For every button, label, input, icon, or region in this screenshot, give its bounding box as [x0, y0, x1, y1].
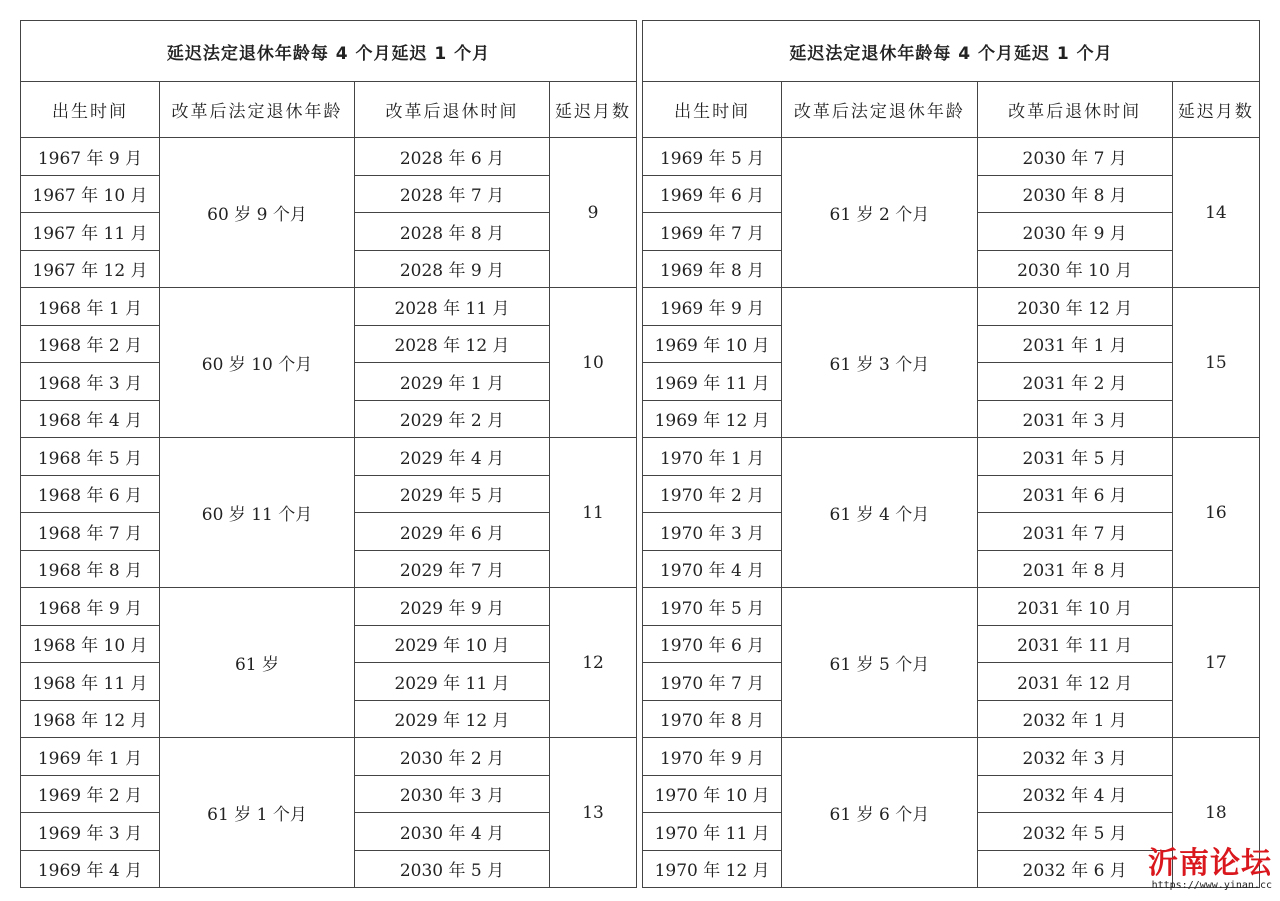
birth-date-cell: 1969 年 4 月: [21, 850, 160, 888]
retirement-date-cell: 2029 年 12 月: [355, 700, 550, 738]
retirement-date-cell: 2030 年 10 月: [977, 250, 1172, 288]
birth-date-cell: 1968 年 9 月: [21, 588, 160, 626]
birth-date-cell: 1970 年 5 月: [643, 588, 782, 626]
birth-date-cell: 1968 年 4 月: [21, 400, 160, 438]
birth-date-cell: 1969 年 11 月: [643, 363, 782, 401]
birth-date-cell: 1968 年 6 月: [21, 475, 160, 513]
retirement-date-cell: 2031 年 1 月: [977, 325, 1172, 363]
retirement-age-cell: 61 岁 3 个月: [782, 288, 977, 438]
table-row: [21, 738, 637, 776]
birth-date-cell: 1969 年 2 月: [21, 775, 160, 813]
delay-months-header: 延迟月数: [550, 82, 637, 138]
birth-date-cell: 1970 年 2 月: [643, 475, 782, 513]
retirement-date-cell: 2030 年 12 月: [977, 288, 1172, 326]
header-row: [21, 82, 637, 138]
retirement-date-cell: 2029 年 5 月: [355, 475, 550, 513]
retirement-date-cell: 2031 年 7 月: [977, 513, 1172, 551]
retirement-date-cell: 2031 年 2 月: [977, 363, 1172, 401]
retirement-date-cell: 2031 年 3 月: [977, 400, 1172, 438]
birth-date-cell: 1968 年 2 月: [21, 325, 160, 363]
retirement-date-cell: 2029 年 10 月: [355, 625, 550, 663]
birth-date-cell: 1970 年 6 月: [643, 625, 782, 663]
birth-date-cell: 1968 年 1 月: [21, 288, 160, 326]
retirement-age-cell: 60 岁 10 个月: [160, 288, 355, 438]
birth-date-cell: 1969 年 7 月: [643, 213, 782, 251]
retirement-age-cell: 61 岁 2 个月: [782, 138, 977, 288]
title-row: [643, 21, 1260, 82]
birth-date-cell: 1969 年 10 月: [643, 325, 782, 363]
retirement-date-cell: 2030 年 4 月: [355, 813, 550, 851]
delay-months-cell: 16: [1172, 438, 1259, 588]
title-row: [21, 21, 637, 82]
retirement-date-cell: 2028 年 6 月: [355, 138, 550, 176]
watermark-text: 沂南论坛: [1148, 846, 1272, 881]
retirement-age-cell: 61 岁 4 个月: [782, 438, 977, 588]
birth-date-cell: 1968 年 11 月: [21, 663, 160, 701]
table-row: [21, 588, 637, 626]
birth-date-cell: 1968 年 5 月: [21, 438, 160, 476]
birth-date-cell: 1970 年 4 月: [643, 550, 782, 588]
retirement-date-cell: 2029 年 11 月: [355, 663, 550, 701]
birth-date-cell: 1969 年 3 月: [21, 813, 160, 851]
retirement-age-cell: 60 岁 11 个月: [160, 438, 355, 588]
retirement-date-cell: 2029 年 2 月: [355, 400, 550, 438]
retirement-date-cell: 2031 年 6 月: [977, 475, 1172, 513]
table-row: [643, 588, 1260, 626]
retirement-age-header: 改革后法定退休年龄: [782, 82, 977, 138]
birth-date-cell: 1970 年 9 月: [643, 738, 782, 776]
tables-container: [20, 20, 1260, 886]
table-row: [643, 138, 1260, 176]
birth-date-cell: 1969 年 9 月: [643, 288, 782, 326]
retirement-date-cell: 2032 年 1 月: [977, 700, 1172, 738]
birth-date-cell: 1968 年 3 月: [21, 363, 160, 401]
retirement-date-cell: 2028 年 8 月: [355, 213, 550, 251]
retirement-date-cell: 2032 年 5 月: [977, 813, 1172, 851]
retirement-date-cell: 2030 年 2 月: [355, 738, 550, 776]
delay-months-cell: 12: [550, 588, 637, 738]
birth-date-cell: 1969 年 6 月: [643, 175, 782, 213]
retirement-date-cell: 2029 年 6 月: [355, 513, 550, 551]
retirement-age-cell: 60 岁 9 个月: [160, 138, 355, 288]
retirement-date-cell: 2031 年 5 月: [977, 438, 1172, 476]
birth-date-cell: 1969 年 1 月: [21, 738, 160, 776]
retirement-date-cell: 2028 年 9 月: [355, 250, 550, 288]
birth-date-cell: 1968 年 10 月: [21, 625, 160, 663]
retirement-age-cell: 61 岁 6 个月: [782, 738, 977, 888]
retirement-date-cell: 2029 年 7 月: [355, 550, 550, 588]
delay-months-cell: 9: [550, 138, 637, 288]
birth-date-cell: 1968 年 7 月: [21, 513, 160, 551]
birth-date-header: 出生时间: [643, 82, 782, 138]
retirement-date-cell: 2029 年 4 月: [355, 438, 550, 476]
retirement-date-header: 改革后退休时间: [355, 82, 550, 138]
table-row: [643, 438, 1260, 476]
forum-watermark-logo: [1148, 848, 1272, 891]
retirement-date-cell: 2031 年 8 月: [977, 550, 1172, 588]
birth-date-cell: 1970 年 7 月: [643, 663, 782, 701]
retirement-date-cell: 2031 年 10 月: [977, 588, 1172, 626]
retirement-age-header: 改革后法定退休年龄: [160, 82, 355, 138]
birth-date-cell: 1968 年 12 月: [21, 700, 160, 738]
retirement-date-cell: 2032 年 6 月: [977, 850, 1172, 888]
retirement-date-cell: 2028 年 12 月: [355, 325, 550, 363]
birth-date-cell: 1967 年 11 月: [21, 213, 160, 251]
table-row: [21, 438, 637, 476]
table-row: [643, 738, 1260, 776]
birth-date-cell: 1970 年 11 月: [643, 813, 782, 851]
watermark-url: https://www.yinan.cc: [1151, 880, 1272, 891]
birth-date-cell: 1967 年 12 月: [21, 250, 160, 288]
table-row: [643, 288, 1260, 326]
retirement-date-header: 改革后退休时间: [977, 82, 1172, 138]
table-row: [21, 288, 637, 326]
birth-date-cell: 1969 年 12 月: [643, 400, 782, 438]
delay-months-cell: 13: [550, 738, 637, 888]
retirement-date-cell: 2028 年 7 月: [355, 175, 550, 213]
birth-date-cell: 1967 年 9 月: [21, 138, 160, 176]
retirement-date-cell: 2029 年 9 月: [355, 588, 550, 626]
right-retirement-table: [642, 20, 1260, 888]
table-row: [21, 138, 637, 176]
retirement-age-cell: 61 岁 5 个月: [782, 588, 977, 738]
birth-date-cell: 1967 年 10 月: [21, 175, 160, 213]
retirement-date-cell: 2030 年 5 月: [355, 850, 550, 888]
retirement-date-cell: 2028 年 11 月: [355, 288, 550, 326]
delay-months-cell: 14: [1172, 138, 1259, 288]
birth-date-cell: 1970 年 3 月: [643, 513, 782, 551]
retirement-date-cell: 2030 年 8 月: [977, 175, 1172, 213]
birth-date-cell: 1968 年 8 月: [21, 550, 160, 588]
header-row: [643, 82, 1260, 138]
left-retirement-table: [20, 20, 637, 888]
birth-date-cell: 1970 年 1 月: [643, 438, 782, 476]
delay-months-cell: 15: [1172, 288, 1259, 438]
birth-date-cell: 1969 年 8 月: [643, 250, 782, 288]
retirement-date-cell: 2032 年 3 月: [977, 738, 1172, 776]
delay-months-cell: 10: [550, 288, 637, 438]
retirement-date-cell: 2031 年 11 月: [977, 625, 1172, 663]
retirement-date-cell: 2032 年 4 月: [977, 775, 1172, 813]
retirement-age-cell: 61 岁 1 个月: [160, 738, 355, 888]
retirement-date-cell: 2030 年 7 月: [977, 138, 1172, 176]
delay-months-header: 延迟月数: [1172, 82, 1259, 138]
retirement-date-cell: 2030 年 9 月: [977, 213, 1172, 251]
birth-date-header: 出生时间: [21, 82, 160, 138]
delay-months-cell: 18: [1172, 738, 1259, 888]
birth-date-cell: 1969 年 5 月: [643, 138, 782, 176]
retirement-age-cell: 61 岁: [160, 588, 355, 738]
birth-date-cell: 1970 年 8 月: [643, 700, 782, 738]
table-title: 延迟法定退休年龄每 4 个月延迟 1 个月: [643, 21, 1260, 82]
retirement-date-cell: 2031 年 12 月: [977, 663, 1172, 701]
delay-months-cell: 11: [550, 438, 637, 588]
birth-date-cell: 1970 年 10 月: [643, 775, 782, 813]
retirement-date-cell: 2030 年 3 月: [355, 775, 550, 813]
table-title: 延迟法定退休年龄每 4 个月延迟 1 个月: [21, 21, 637, 82]
retirement-date-cell: 2029 年 1 月: [355, 363, 550, 401]
birth-date-cell: 1970 年 12 月: [643, 850, 782, 888]
delay-months-cell: 17: [1172, 588, 1259, 738]
